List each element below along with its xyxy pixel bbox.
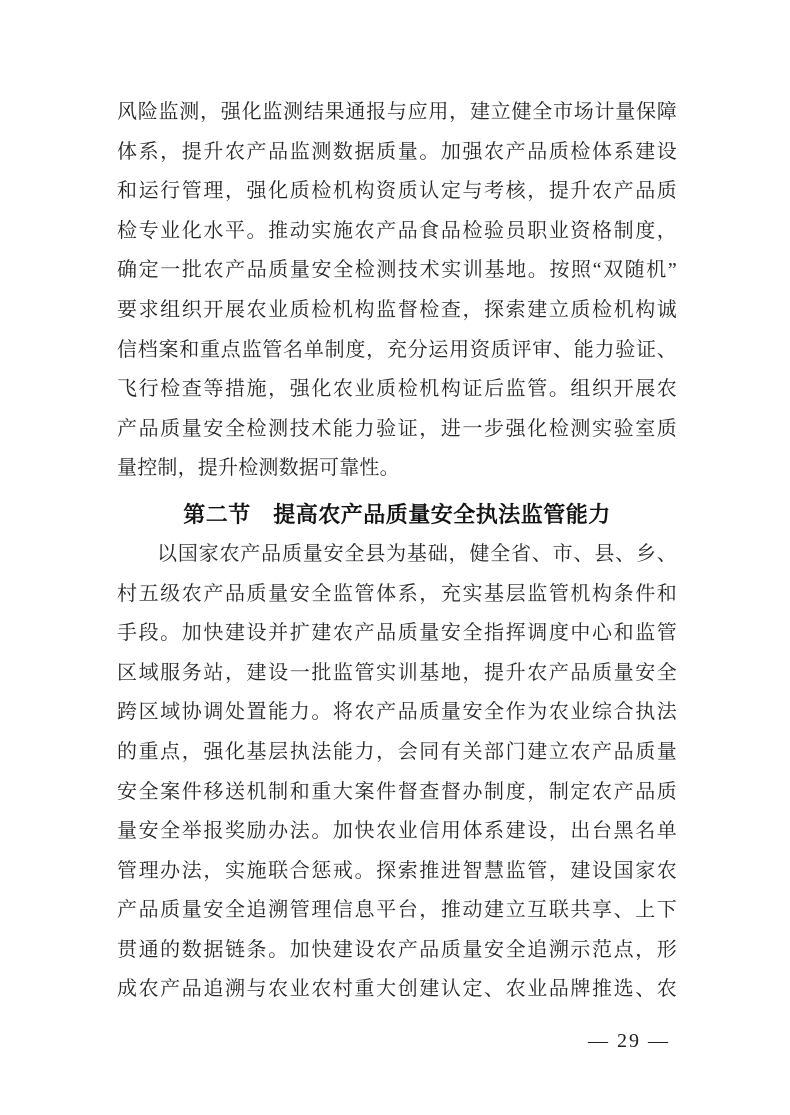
body-text-line: 产品质量安全追溯管理信息平台，推动建立互联共享、上下 — [117, 899, 677, 922]
body-text-line: 手段。加快建设并扩建农产品质量安全指挥调度中心和监管 — [117, 622, 677, 645]
body-text-line: 区域服务站，建设一批监管实训基地，提升农产品质量安全 — [117, 661, 677, 684]
section-heading: 第二节 提高农产品质量安全执法监管能力 — [183, 501, 611, 527]
body-text-line: 成农产品追溯与农业农村重大创建认定、农业品牌推选、农 — [117, 978, 677, 1001]
body-text-line: 量控制，提升检测数据可靠性。 — [117, 457, 400, 480]
body-text-line: 管理办法，实施联合惩戒。探索推进智慧监管，建设国家农 — [117, 859, 677, 882]
body-text-line: 贯通的数据链条。加快建设农产品质量安全追溯示范点，形 — [117, 938, 677, 961]
body-text-line: 要求组织开展农业质检机构监督检查，探索建立质检机构诚 — [117, 298, 677, 321]
body-text-line: 信档案和重点监管名单制度，充分运用资质评审、能力验证、 — [117, 338, 677, 361]
body-text-line: 产品质量安全检测技术能力验证，进一步强化检测实验室质 — [117, 417, 677, 440]
body-text-line: 检专业化水平。推动实施农产品食品检验员职业资格制度， — [117, 219, 677, 242]
page-number: — 29 — — [588, 1030, 670, 1052]
body-text-line: 量安全举报奖励办法。加快农业信用体系建设，出台黑名单 — [117, 820, 677, 843]
body-text-line: 跨区域协调处置能力。将农产品质量安全作为农业综合执法 — [117, 701, 677, 724]
body-text-line: 安全案件移送机制和重大案件督查督办制度，制定农产品质 — [117, 780, 677, 803]
body-text-line: 以国家农产品质量安全县为基础，健全省、市、县、乡、 — [157, 542, 677, 565]
body-text-line: 风险监测，强化监测结果通报与应用，建立健全市场计量保障 — [117, 101, 677, 123]
body-text-line: 村五级农产品质量安全监管体系，充实基层监管机构条件和 — [117, 582, 677, 605]
body-text-line: 体系，提升农产品监测数据质量。加强农产品质检体系建设 — [117, 140, 677, 163]
body-text-line: 和运行管理，强化质检机构资质认定与考核，提升农产品质 — [117, 180, 677, 203]
body-text-line: 的重点，强化基层执法能力，会同有关部门建立农产品质量 — [117, 740, 677, 763]
body-text — [117, 93, 677, 1010]
body-text-line: 飞行检查等措施，强化农业质检机构证后监管。组织开展农 — [117, 378, 677, 401]
body-text-line: 确定一批农产品质量安全检测技术实训基地。按照“双随机” — [117, 259, 677, 282]
